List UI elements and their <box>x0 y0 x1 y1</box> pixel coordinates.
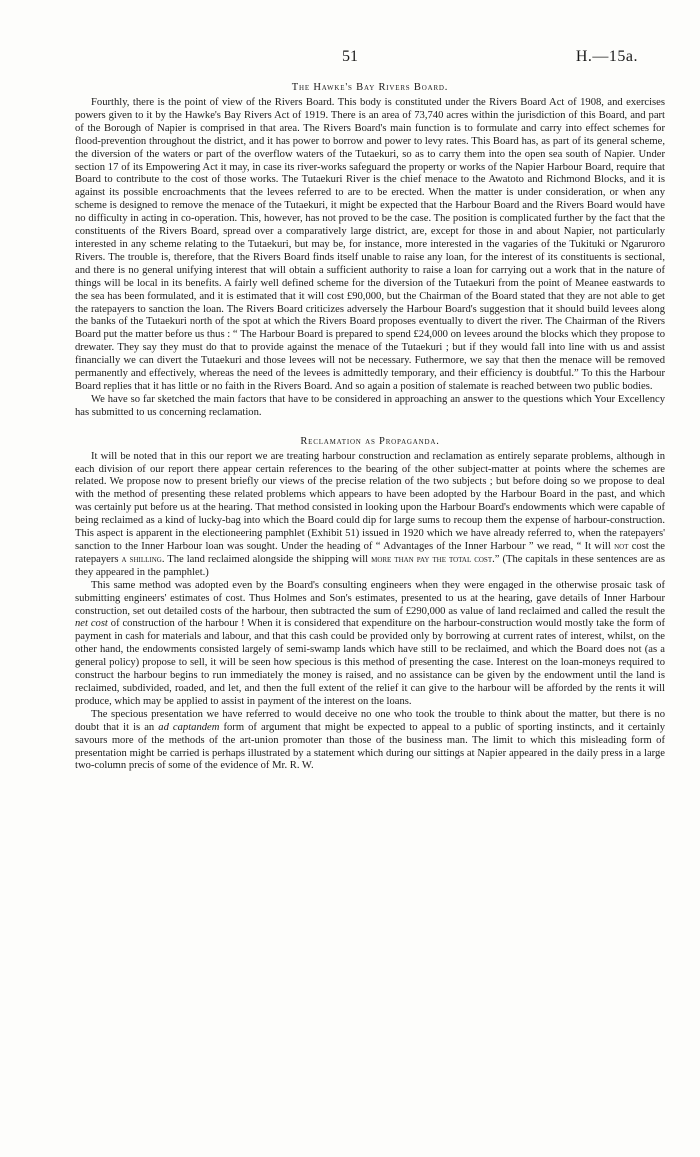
text-run: It will be noted that in this our report we are treating harbour construction and reclamation as entirely separate problems, although in each division of our report there appear certain references to the bearing of the other subject-matter at points where the schemes are related. We propose now to present briefly our views of the precise relation of the two subjects ; but before doing so we propose to deal with the method of presenting these related problems which appears to have been adopted by the Harbour Board in the past, and which was certainly put before us at the hearing. That method consisted in looking upon the Harbour Board's endowments which were capable of being reclaimed as a kind of lucky-bag into which the Board could dip for large sums to recoup them the expense of harbour-construction. This aspect is apparent in the electioneering pamphlet (Exhibit 51) issued in 1920 which we have already referred to, when the ratepayers' sanction to the Inner Harbour loan was sought. Under the heading of “ Advantages of the Inner Harbour ” we read, “ It will <box>75 450 665 552</box>
paragraph <box>75 709 665 774</box>
section-heading-reclamation: Reclamation as Propaganda. <box>300 435 440 447</box>
text-run: ” (The capitals in these sentences are as they appeared in the pamphlet.) <box>75 553 666 578</box>
document-reference: H.—15a. <box>575 48 638 65</box>
body-text <box>75 80 665 773</box>
text-run: The specious presentation we have referred to would deceive no one who took the trouble to think about the matter, but there is no doubt that it is an <box>75 708 665 733</box>
paragraph: Fourthly, there is the point of view of the Rivers Board. This body is constituted under the Rivers Board Act of 1908, and exercises powers given to it by the Hawke's Bay Rivers Act of 1919. There is an area of 73,740 acres within the jurisdiction of this Board, and part of the Borough of Napier is comprised in that area. The Rivers Board's main function is to formulate and carry into effect schemes for flood-prevention throughout the district, and it has power to borrow and power to levy rates. This Board has, as part of its general scheme, the diversion of the waters or part of the overflow waters of the Tutaekuri, so as to carry them into the open sea south of Napier. Under section 17 of its Empowering Act it may, in case its river-works safeguard the property or works of the Napier Harbour Board, require that Board to contribute to the cost of those works. The Tutaekuri River is the chief menace to the Awatoto and Richmond Blocks, and it is against its possible encroachments that the levees referred to are to be erected. When the matter is under consideration, or when any scheme is designed to remove the menace of the Tutaekuri, it might be expected that the Harbour Board and the Rivers Board would have no difficulty in acting in co-operation. This, however, has not proved to be the case. The position is complicated further by the fact that the constituents of the Rivers Board, spread over a comparatively large district, are, except for those in and about Napier, not particularly interested in any scheme relating to the Tutaekuri, but may be, for instance, more interested in the vagaries of the Tukituki or Ngaruroro Rivers. The trouble is, therefore, that the Rivers Board finds itself unable to raise any loan, for the interest of its constituents is sectional, and there is no general unifying interest that will obtain a sufficient authority to raise a loan for carrying out a work that in the nature of things will be local in its benefits. A fairly well defined scheme for the diversion of the Tutaekuri from the point of Meanee eastwards to the sea has been formulated, and it is estimated that it will cost £90,000, but the Chairman of the Board stated that they are not able to get the ratepayers to sanction the loan. The Rivers Board criticizes adversely the Harbour Board's suggestion that it should build levees along the banks of the Tutaekuri north of the spot at which the Rivers Board proposes eventually to divert the river. The Chairman of the Rivers Board put the matter before us thus : “ The Harbour Board is prepared to spend £24,000 on levees around the blocks which they propose to drewater. They say they must do that to provide against the menace of the Tutaekuri ; but if they would fall into line with us and assist financially we can divert the Tutaekuri and those levees will not be necessary. Futhermore, we say that then the menace will be removed permanently and effectively, whereas the need of the levees is admittedly temporary, and their efficiency is doubtful.” To this the Harbour Board replies that it has little or no faith in the Rivers Board. And so again a position of stalemate is reached between two public bodies. <box>75 97 665 392</box>
paragraph: We have so far sketched the main factors that have to be considered in approaching an answer to the questions which Your Excellency has submitted to us concerning reclamation. <box>75 393 665 418</box>
text-run: cost the ratepayers <box>75 541 666 565</box>
italic-text: net cost <box>75 618 108 630</box>
section-gap <box>75 420 665 434</box>
italic-text: ad captandem <box>158 721 220 733</box>
small-caps-text: more than pay the total cost. <box>371 553 495 565</box>
paragraph <box>75 580 665 709</box>
paragraph <box>75 451 665 580</box>
small-caps-text: not <box>614 541 629 552</box>
small-caps-text: a shilling. <box>121 553 165 565</box>
text-run: form of argument that might be expected to appeal to a public of sporting instincts, and it certainly savours more of the methods of the art-union promoter than those of the business man. The limit to which this misleading form of presentation might be carried is perhaps illustrated by a statement which during our sittings at Napier appeared in the daily press in a large two-column precis of some of the evidence of Mr. R. W. <box>75 721 665 772</box>
text-run: This same method was adopted even by the Board's consulting engineers when they were engaged in the otherwise prosaic task of submitting engineers' estimates of cost. Thus Holmes and Son's estimates, presented to us at the hearing, gave details of Inner Harbour construction, set out detailed costs of the harbour, then subtracted the sum of £290,000 as value of land reclaimed and called the result the <box>75 579 665 617</box>
text-run: The land reclaimed alongside the shipping will <box>167 553 369 565</box>
page-number: 51 <box>342 48 358 65</box>
text-run: of construction of the harbour ! When it is considered that expenditure on the harbour-construction would mostly take the form of payment in cash for materials and labour, and that this cash could be provided only by borrowing at current rates of interest, whilst, on the other hand, the endowments consisted largely of semi-swamp lands which have still to be reclaimed, and which the Board does not (as a general policy) propose to sell, it will be seen how specious is this method of presenting the case. Interest on the loan-moneys required to construct the harbour begins to run immediately the money is raised, and no assistance can be given by the endowment until the land is reclaimed, subdivided, roaded, and let, and then the full extent of the relief it can give to the harbour will be afforded by the rents it will produce, which may be applied to assist in payment of the interest on the loans. <box>75 618 666 707</box>
section-heading-rivers-board: The Hawke's Bay Rivers Board. <box>291 82 449 93</box>
